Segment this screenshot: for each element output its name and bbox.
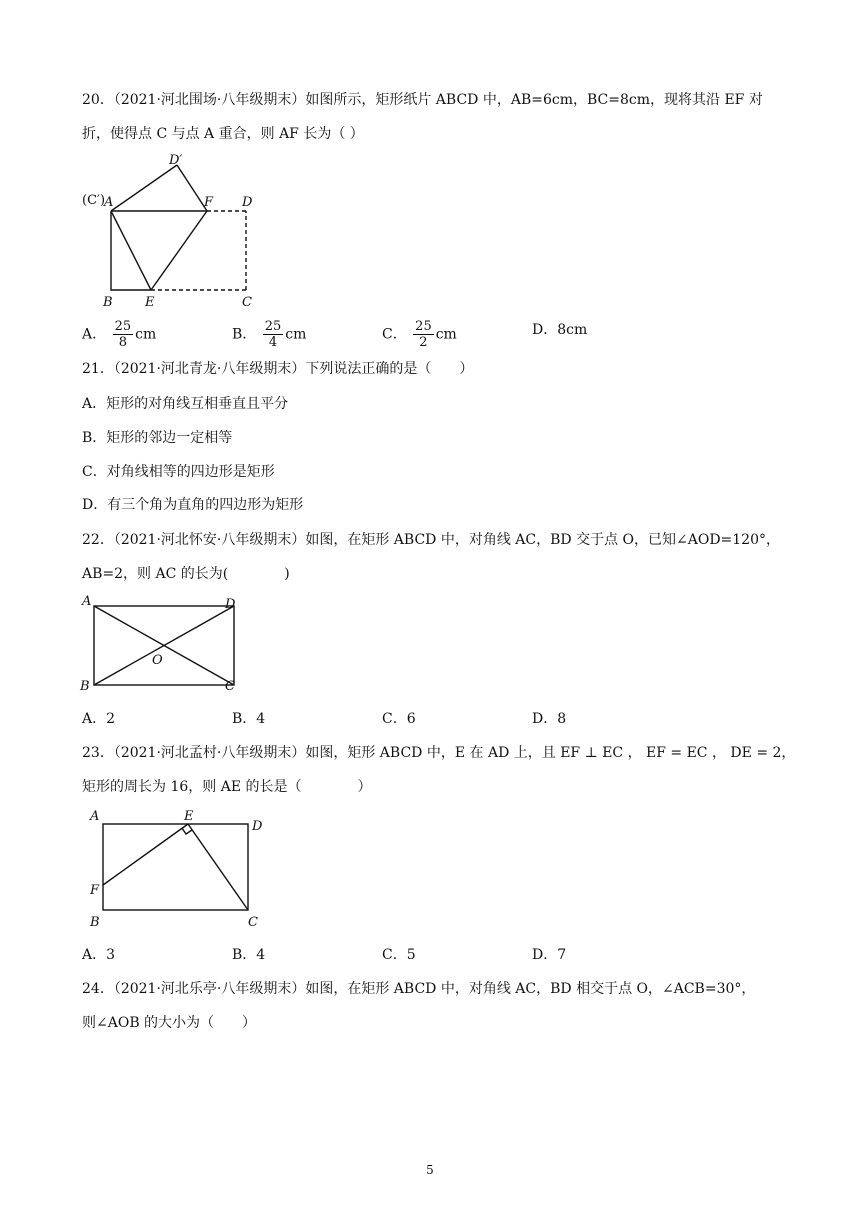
q20-option-d[interactable]: D．8cm <box>532 322 588 338</box>
q22-line2: AB=2，则 AC 的长为( ) <box>82 566 290 582</box>
q24-line2: 则∠AOB 的大小为（ ） <box>82 1015 257 1031</box>
q20-label-f: F <box>204 195 214 210</box>
q23-option-d[interactable]: D．7 <box>532 947 567 963</box>
q22-option-c[interactable]: C．6 <box>382 711 416 727</box>
q20-line2: 折，使得点 C 与点 A 重合，则 AF 长为（ ） <box>82 126 364 142</box>
q20-option-c[interactable]: C． $\frac{25}{2}$ cm <box>382 319 457 350</box>
q23-label-a: A <box>90 809 100 824</box>
q20-label-d: D <box>242 195 253 210</box>
q23-label-c: C <box>248 915 258 930</box>
q21-option-c[interactable]: C．对角线相等的四边形是矩形 <box>82 464 275 480</box>
q21-option-a[interactable]: A．矩形的对角线互相垂直且平分 <box>82 396 289 412</box>
q20-label-dprime: D′ <box>169 153 183 168</box>
q23-option-b[interactable]: B．4 <box>232 947 266 963</box>
q22-figure <box>78 592 253 697</box>
q22-option-b[interactable]: B．4 <box>232 711 266 727</box>
q22-option-d[interactable]: D．8 <box>532 711 567 727</box>
q23-label-e: E <box>184 809 194 824</box>
q21-option-d[interactable]: D．有三个角为直角的四边形为矩形 <box>82 497 304 513</box>
q20-line1: 20．（2021·河北围场·八年级期末）如图所示，矩形纸片 ABCD 中，AB=6cm，BC=8cm，现将其沿 EF 对 <box>82 92 763 108</box>
q20-option-a[interactable]: A． $\frac{25}{8}$ cm <box>82 319 157 350</box>
q22-label-d: D <box>225 597 236 612</box>
q24-line1: 24．（2021·河北乐亭·八年级期末）如图，在矩形 ABCD 中，对角线 AC，BD 相交于点 O，∠ACB=30°， <box>82 981 756 997</box>
q23-label-f: F <box>90 883 100 898</box>
q23-label-d: D <box>252 819 263 834</box>
q20-figure <box>78 150 278 310</box>
q20-label-b: B <box>103 295 113 310</box>
q21-option-b[interactable]: B．矩形的邻边一定相等 <box>82 430 233 446</box>
page-number: 5 <box>426 1163 434 1177</box>
q22-label-a: A <box>82 594 92 609</box>
q23-label-b: B <box>90 915 100 930</box>
q22-option-a[interactable]: A．2 <box>82 711 116 727</box>
q21-line1: 21．（2021·河北青龙·八年级期末）下列说法正确的是（ ） <box>82 361 474 377</box>
q23-option-c[interactable]: C．5 <box>382 947 416 963</box>
q22-label-o: O <box>152 653 163 668</box>
q23-line1: 23．（2021·河北孟村·八年级期末）如图，矩形 ABCD 中，E 在 AD 上，且 EF ⊥ EC ， EF = EC ， DE = 2， <box>82 745 796 761</box>
q23-option-a[interactable]: A．3 <box>82 947 116 963</box>
q23-line2: 矩形的周长为 16，则 AE 的长是（ ） <box>82 779 372 795</box>
q22-label-b: B <box>80 679 90 694</box>
q20-label-c: C <box>242 295 252 310</box>
q23-figure <box>82 808 272 930</box>
q22-line1: 22．（2021·河北怀安·八年级期末）如图，在矩形 ABCD 中，对角线 AC，BD 交于点 O，已知∠AOD=120°， <box>82 532 780 548</box>
q20-label-cprime: (C′) <box>82 193 106 208</box>
q20-label-a: A <box>104 195 114 210</box>
q20-option-b[interactable]: B． $\frac{25}{4}$ cm <box>232 319 307 350</box>
q20-label-e: E <box>145 295 155 310</box>
q22-label-c: C <box>225 679 235 694</box>
